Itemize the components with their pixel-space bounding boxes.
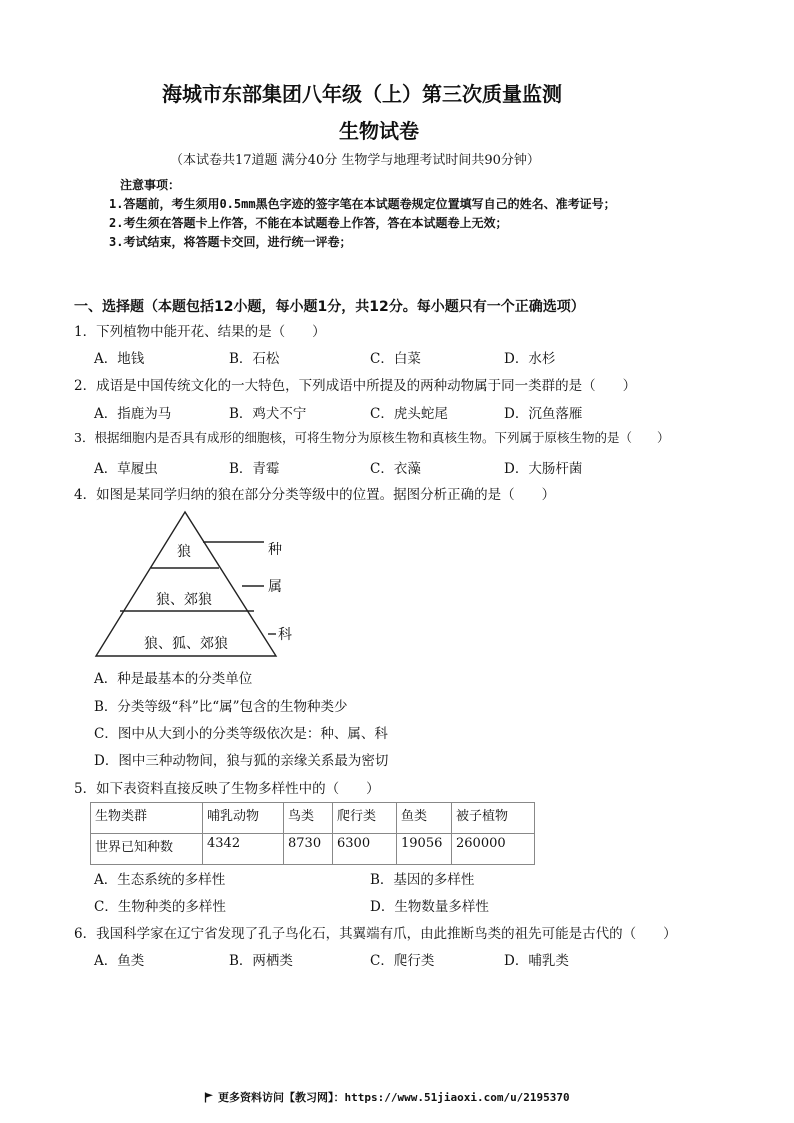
question-5-option-b: B．基因的多样性 [370,872,475,888]
question-3-option-d: D．大肠杆菌 [504,461,583,477]
footer-link[interactable]: 更多资料访问【教习网】：https://www.51jiaoxi.com/u/2195370 [218,1091,570,1104]
question-3-option-b: B．青霉 [229,461,280,477]
question-6-option-a: A．鱼类 [94,953,145,969]
notice-item: 3.考试结束，将答题卡交回，进行统一评卷； [109,235,352,249]
level-label-species: 种 [268,542,282,558]
table-cell: 260000 [452,834,535,865]
flag-icon [204,1092,214,1103]
question-1-option-b: B．石松 [229,351,280,367]
question-2-option-d: D．沉鱼落雁 [504,406,583,422]
table-header-cell: 爬行类 [333,803,397,834]
pyramid-tier-genus: 狼、郊狼 [156,592,212,608]
question-1-stem: 1．下列植物中能开花、结果的是（ ） [74,324,326,340]
question-2-option-b: B．鸡犬不宁 [229,406,307,422]
question-5-option-d: D．生物数量多样性 [370,899,489,915]
table-header-cell: 生物类群 [91,803,203,834]
question-5-option-a: A．生态系统的多样性 [94,872,226,888]
notice-item: 2.考生须在答题卡上作答，不能在本试题卷上作答，答在本试题卷上无效； [109,216,508,230]
table-row [91,834,535,865]
table-header-cell: 哺乳动物 [203,803,284,834]
question-2-stem: 2．成语是中国传统文化的一大特色，下列成语中所提及的两种动物属于同一类群的是（ ） [74,378,637,394]
question-5-stem: 5．如下表资料直接反映了生物多样性中的（ ） [74,781,380,797]
table-cell: 4342 [203,834,284,865]
question-4-option-c: C．图中从大到小的分类等级依次是：种、属、科 [94,726,388,742]
exam-info: （本试卷共17道题 满分40分 生物学与地理考试时间共90分钟） [170,153,540,168]
table-cell: 19056 [397,834,452,865]
question-3-option-c: C．衣藻 [370,461,421,477]
classification-pyramid [90,508,310,660]
notice-item: 1.答题前，考生须用0.5mm黑色字迹的签字笔在本试题卷规定位置填写自己的姓名、准考证号； [109,197,616,211]
question-4-option-b: B．分类等级“科”比“属”包含的生物种类少 [94,699,348,715]
question-1-option-d: D．水杉 [504,351,556,367]
question-6-option-d: D．哺乳类 [504,953,569,969]
question-4-option-a: A．种是最基本的分类单位 [94,671,253,687]
table-header-cell: 鱼类 [397,803,452,834]
notice-heading: 注意事项： [120,178,181,192]
pyramid-tier-family: 狼、狐、郊狼 [144,636,228,652]
table-cell: 世界已知种数 [91,834,203,865]
question-5-option-c: C．生物种类的多样性 [94,899,226,915]
question-2-option-a: A．指鹿为马 [94,406,172,422]
question-3-option-a: A．草履虫 [94,461,158,477]
table-cell: 6300 [333,834,397,865]
question-3-stem: 3．根据细胞内是否具有成形的细胞核，可将生物分为原核生物和真核生物。下列属于原核生物的是（ ） [74,430,670,445]
question-6-option-c: C．爬行类 [370,953,435,969]
question-4-option-d: D．图中三种动物间，狼与狐的亲缘关系最为密切 [94,753,389,769]
question-6-option-b: B．两栖类 [229,953,293,969]
pyramid-tier-species: 狼 [177,544,191,560]
level-label-genus: 属 [268,579,282,595]
table-header-row [91,803,535,834]
footer [204,1089,570,1105]
question-1-option-a: A．地钱 [94,351,145,367]
question-1-option-c: C．白菜 [370,351,421,367]
table-header-cell: 鸟类 [284,803,333,834]
question-2-option-c: C．虎头蛇尾 [370,406,448,422]
table-cell: 8730 [284,834,333,865]
level-label-family: 科 [278,627,292,643]
question-4-stem: 4．如图是某同学归纳的狼在部分分类等级中的位置。据图分析正确的是（ ） [74,487,556,503]
page-subtitle: 生物试卷 [339,119,419,143]
page-title: 海城市东部集团八年级（上）第三次质量监测 [162,82,562,106]
section-heading: 一、选择题（本题包括12小题，每小题1分，共12分。每小题只有一个正确选项） [74,299,585,315]
species-count-table [90,802,535,865]
question-6-stem: 6．我国科学家在辽宁省发现了孔子鸟化石，其翼端有爪，由此推断鸟类的祖先可能是古代的（ ） [74,926,677,942]
pyramid-outline [96,512,276,656]
table-header-cell: 被子植物 [452,803,535,834]
